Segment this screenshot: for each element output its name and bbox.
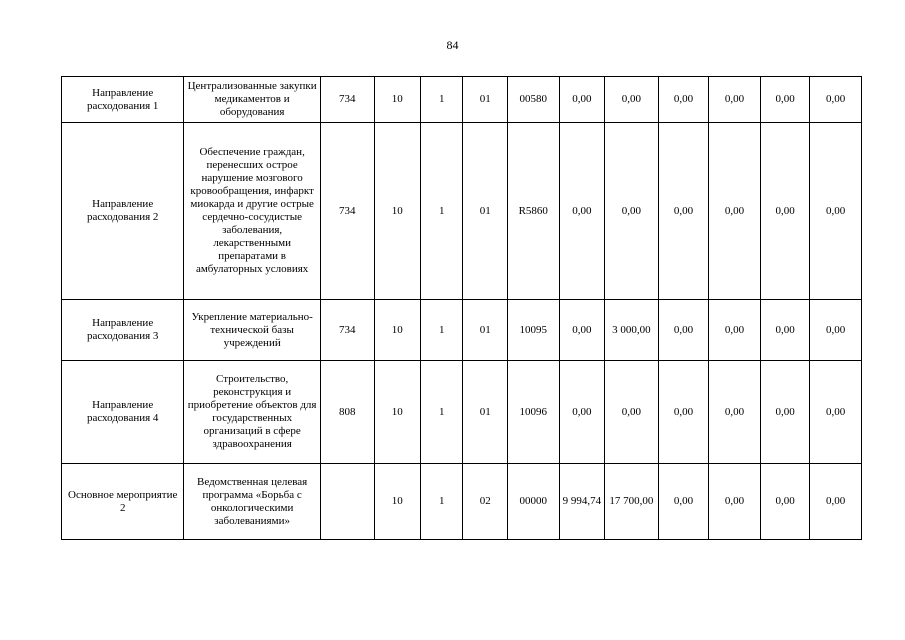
cell-value-6: 0,00 (810, 77, 862, 123)
row-description: Строительство, реконструкция и приобретение объектов для государственных организаций в сфере здравоохранения (184, 361, 321, 464)
cell-value-4: 0,00 (709, 77, 761, 123)
cell-grbs: 808 (320, 361, 374, 464)
cell-value-5: 0,00 (760, 464, 810, 540)
cell-value-5: 0,00 (760, 77, 810, 123)
cell-value-2: 0,00 (605, 77, 659, 123)
cell-value-1: 0,00 (559, 300, 605, 361)
table-row (62, 300, 862, 361)
cell-grbs: 734 (320, 300, 374, 361)
cell-csr1: 01 (463, 300, 508, 361)
cell-rz: 10 (374, 464, 421, 540)
cell-value-2: 3 000,00 (605, 300, 659, 361)
cell-rz: 10 (374, 77, 421, 123)
cell-value-5: 0,00 (760, 123, 810, 300)
cell-csr2: R5860 (507, 123, 559, 300)
cell-value-1: 0,00 (559, 77, 605, 123)
row-description: Укрепление материально-технической базы учреждений (184, 300, 321, 361)
cell-grbs: 734 (320, 77, 374, 123)
cell-value-4: 0,00 (709, 464, 761, 540)
cell-rz: 10 (374, 300, 421, 361)
cell-value-1: 9 994,74 (559, 464, 605, 540)
cell-value-5: 0,00 (760, 300, 810, 361)
row-description: Обеспечение граждан, перенесших острое нарушение мозгового кровообращения, инфаркт миокарда и другие острые сердечно-сосудистые заболевания, лекарственными препаратами в амбулаторных условиях (184, 123, 321, 300)
row-name: Основное мероприятие 2 (62, 464, 184, 540)
cell-pr: 1 (421, 77, 463, 123)
cell-value-3: 0,00 (658, 123, 709, 300)
table-row (62, 361, 862, 464)
table-row (62, 123, 862, 300)
cell-value-4: 0,00 (709, 300, 761, 361)
cell-grbs (320, 464, 374, 540)
cell-rz: 10 (374, 123, 421, 300)
cell-value-6: 0,00 (810, 123, 862, 300)
cell-csr1: 01 (463, 77, 508, 123)
cell-pr: 1 (421, 361, 463, 464)
cell-value-4: 0,00 (709, 123, 761, 300)
row-description: Ведомственная целевая программа «Борьба с онкологическими заболеваниями» (184, 464, 321, 540)
cell-csr2: 00000 (507, 464, 559, 540)
cell-value-3: 0,00 (658, 300, 709, 361)
page-number: 84 (446, 38, 459, 52)
cell-value-2: 0,00 (605, 361, 659, 464)
table-row (62, 77, 862, 123)
cell-grbs: 734 (320, 123, 374, 300)
cell-rz: 10 (374, 361, 421, 464)
table-row (62, 464, 862, 540)
cell-csr1: 02 (463, 464, 508, 540)
cell-csr2: 10096 (507, 361, 559, 464)
cell-value-5: 0,00 (760, 361, 810, 464)
cell-value-1: 0,00 (559, 123, 605, 300)
cell-value-1: 0,00 (559, 361, 605, 464)
row-name: Направление расходования 2 (62, 123, 184, 300)
cell-csr1: 01 (463, 123, 508, 300)
cell-csr2: 00580 (507, 77, 559, 123)
cell-pr: 1 (421, 300, 463, 361)
row-description: Централизованные закупки медикаментов и оборудования (184, 77, 321, 123)
cell-csr1: 01 (463, 361, 508, 464)
cell-value-3: 0,00 (658, 361, 709, 464)
cell-value-2: 17 700,00 (605, 464, 659, 540)
row-name: Направление расходования 3 (62, 300, 184, 361)
cell-value-6: 0,00 (810, 300, 862, 361)
cell-value-2: 0,00 (605, 123, 659, 300)
cell-value-6: 0,00 (810, 361, 862, 464)
cell-pr: 1 (421, 123, 463, 300)
cell-value-4: 0,00 (709, 361, 761, 464)
cell-value-6: 0,00 (810, 464, 862, 540)
row-name: Направление расходования 1 (62, 77, 184, 123)
cell-pr: 1 (421, 464, 463, 540)
cell-value-3: 0,00 (658, 77, 709, 123)
cell-csr2: 10095 (507, 300, 559, 361)
cell-value-3: 0,00 (658, 464, 709, 540)
row-name: Направление расходования 4 (62, 361, 184, 464)
budget-table (61, 76, 862, 540)
